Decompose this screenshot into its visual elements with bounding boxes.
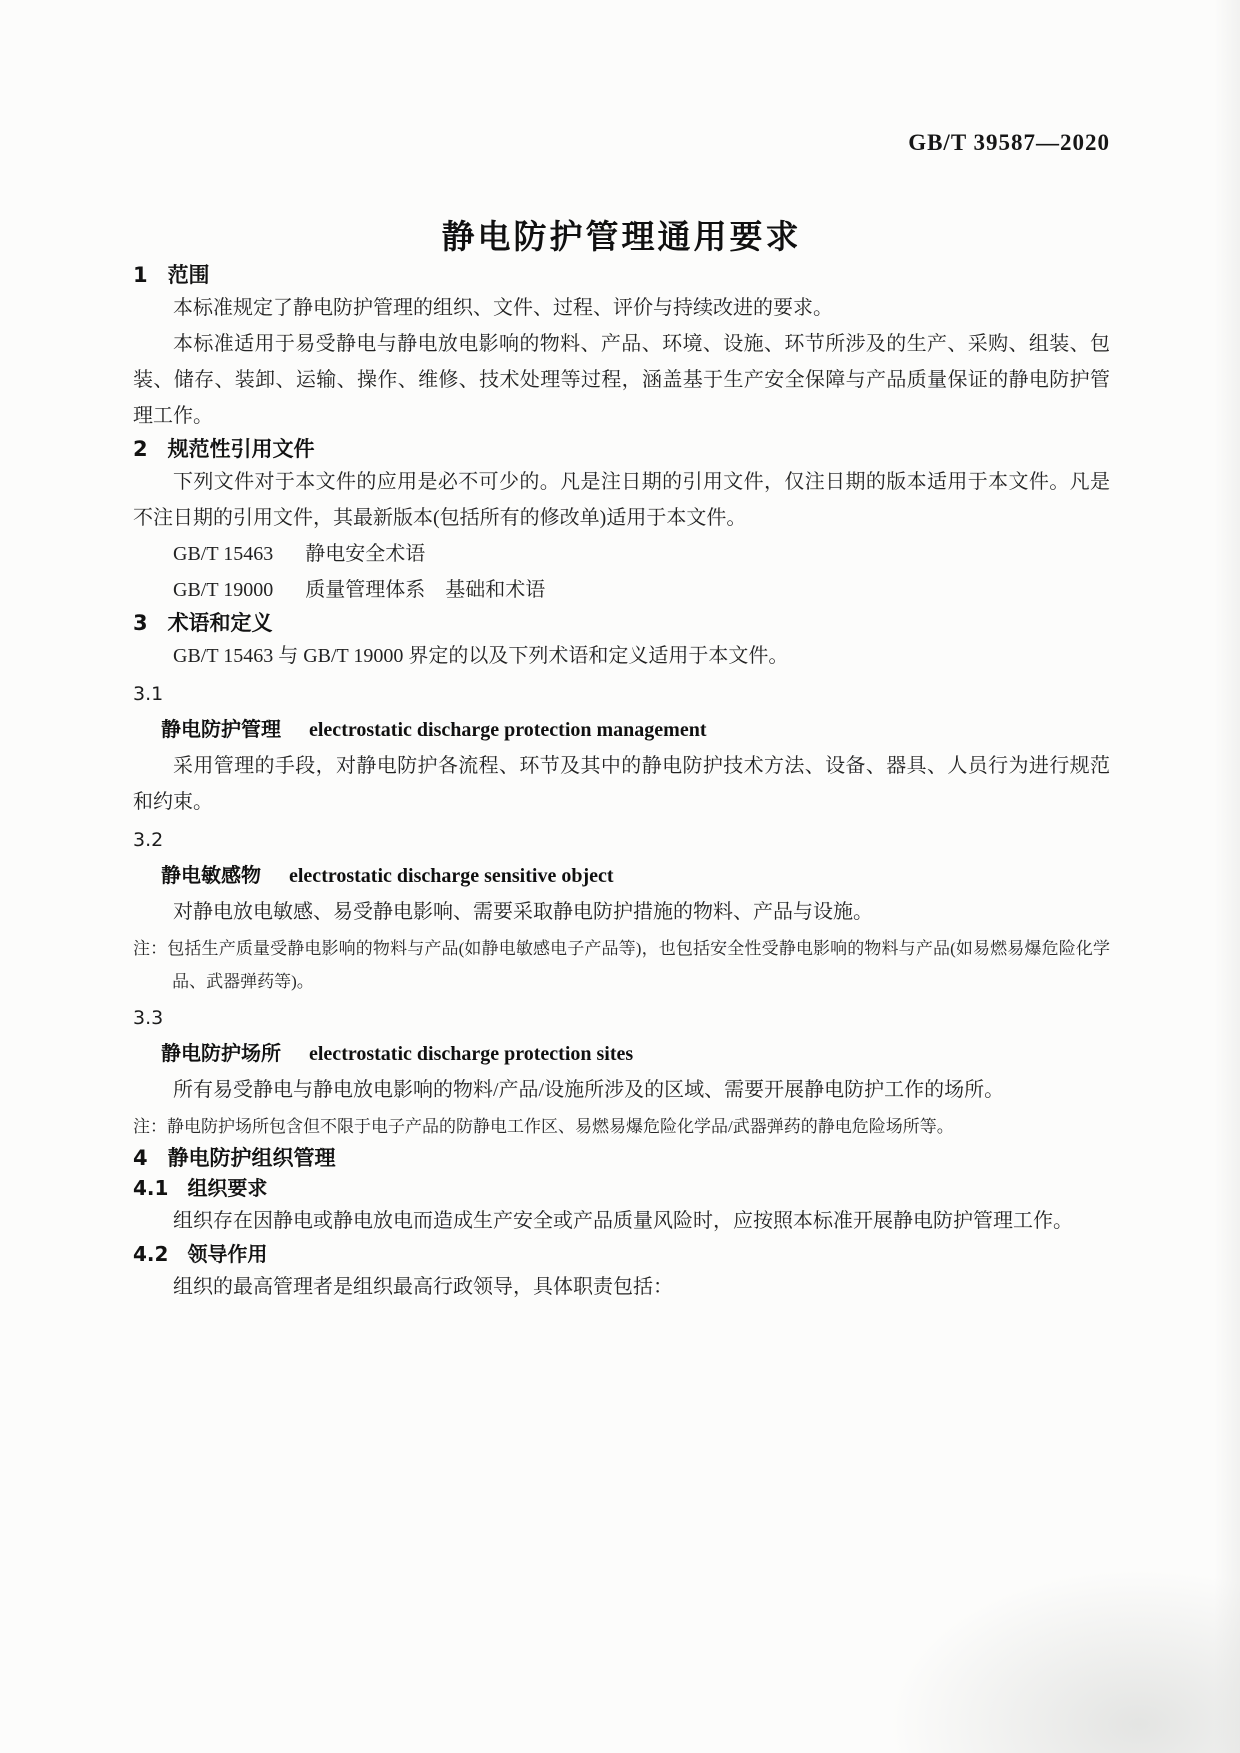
section-3-title: 术语和定义	[167, 611, 273, 635]
standard-code: GB/T 39587—2020	[908, 130, 1110, 155]
term-id: 3.3	[133, 1007, 164, 1029]
term-name-en: electrostatic discharge protection management	[309, 719, 707, 741]
section-2-heading	[133, 434, 1110, 464]
section-3-number: 3	[133, 611, 148, 635]
paragraph: 组织存在因静电或静电放电而造成生产安全或产品质量风险时，应按照本标准开展静电防护管理工作。	[173, 1210, 1073, 1232]
term-name	[133, 857, 1110, 894]
reference-name: 静电安全术语	[305, 543, 426, 565]
subsection-4-1-title: 组织要求	[187, 1176, 268, 1200]
paragraph: 本标准规定了静电防护管理的组织、文件、过程、评价与持续改进的要求。	[173, 297, 833, 319]
section-2-number: 2	[133, 437, 148, 461]
section-4-heading	[133, 1143, 1110, 1173]
term-name-zh: 静电防护场所	[161, 1041, 281, 1065]
term-name	[133, 1035, 1110, 1072]
term-entry	[133, 677, 1110, 820]
section-4-number: 4	[133, 1146, 148, 1170]
scan-smudge-artifact	[880, 1563, 1240, 1753]
subsection-4-2-number: 4.2	[133, 1242, 169, 1266]
section-1-number: 1	[133, 263, 148, 287]
section-scope	[133, 260, 1110, 434]
term-id: 3.1	[133, 683, 164, 705]
subsection-4-2-heading	[133, 1239, 1110, 1269]
term-name-en: electrostatic discharge protection sites	[309, 1043, 634, 1065]
section-1-title: 范围	[167, 263, 210, 287]
reference-item	[133, 572, 1110, 608]
reference-code: GB/T 19000	[173, 579, 274, 601]
term-name-en: electrostatic discharge sensitive object	[289, 865, 614, 887]
paragraph: 组织的最高管理者是组织最高行政领导，具体职责包括：	[173, 1276, 673, 1298]
section-4-title: 静电防护组织管理	[167, 1146, 336, 1170]
term-note: 注：静电防护场所包含但不限于电子产品的防静电工作区、易燃易爆危险化学品/武器弹药的静电危险场所等。	[133, 1117, 954, 1136]
section-3-heading	[133, 608, 1110, 638]
subsection-4-1-number: 4.1	[133, 1176, 169, 1200]
reference-code: GB/T 15463	[173, 543, 274, 565]
document-title: 静电防护管理通用要求	[441, 217, 802, 256]
paragraph: 下列文件对于本文件的应用是必不可少的。凡是注日期的引用文件，仅注日期的版本适用于本文件。凡是不注日期的引用文件，其最新版本(包括所有的修改单)适用于本文件。	[133, 471, 1110, 529]
term-definition: 采用管理的手段，对静电防护各流程、环节及其中的静电防护技术方法、设备、器具、人员行为进行规范和约束。	[133, 755, 1110, 813]
subsection-4-2-title: 领导作用	[187, 1242, 268, 1266]
term-name	[133, 711, 1110, 748]
term-entry	[133, 823, 1110, 998]
section-normative-references	[133, 434, 1110, 608]
term-id: 3.2	[133, 829, 164, 851]
paragraph: 本标准适用于易受静电与静电放电影响的物料、产品、环境、设施、环节所涉及的生产、采购、组装、包装、储存、装卸、运输、操作、维修、技术处理等过程，涵盖基于生产安全保障与产品质量保证的静电防护管理工作。	[133, 333, 1110, 427]
term-entry	[133, 1001, 1110, 1143]
term-note: 注：包括生产质量受静电影响的物料与产品(如静电敏感电子产品等)，也包括安全性受静电影响的物料与产品(如易燃易爆危险化学品、武器弹药等)。	[133, 939, 1110, 991]
section-organization-management	[133, 1143, 1110, 1305]
paragraph: GB/T 15463 与 GB/T 19000 界定的以及下列术语和定义适用于本文件。	[173, 645, 789, 667]
subsection-4-1-heading	[133, 1173, 1110, 1203]
term-name-zh: 静电防护管理	[161, 717, 281, 741]
section-1-heading	[133, 260, 1110, 290]
reference-item	[133, 536, 1110, 572]
reference-name: 质量管理体系 基础和术语	[305, 579, 546, 601]
term-definition: 所有易受静电与静电放电影响的物料/产品/设施所涉及的区域、需要开展静电防护工作的场所。	[173, 1079, 1005, 1101]
section-terms-definitions	[133, 608, 1110, 1143]
section-2-title: 规范性引用文件	[167, 437, 315, 461]
scan-edge-shadow	[1214, 0, 1240, 1753]
term-definition: 对静电放电敏感、易受静电影响、需要采取静电防护措施的物料、产品与设施。	[173, 901, 873, 923]
term-name-zh: 静电敏感物	[161, 863, 261, 887]
